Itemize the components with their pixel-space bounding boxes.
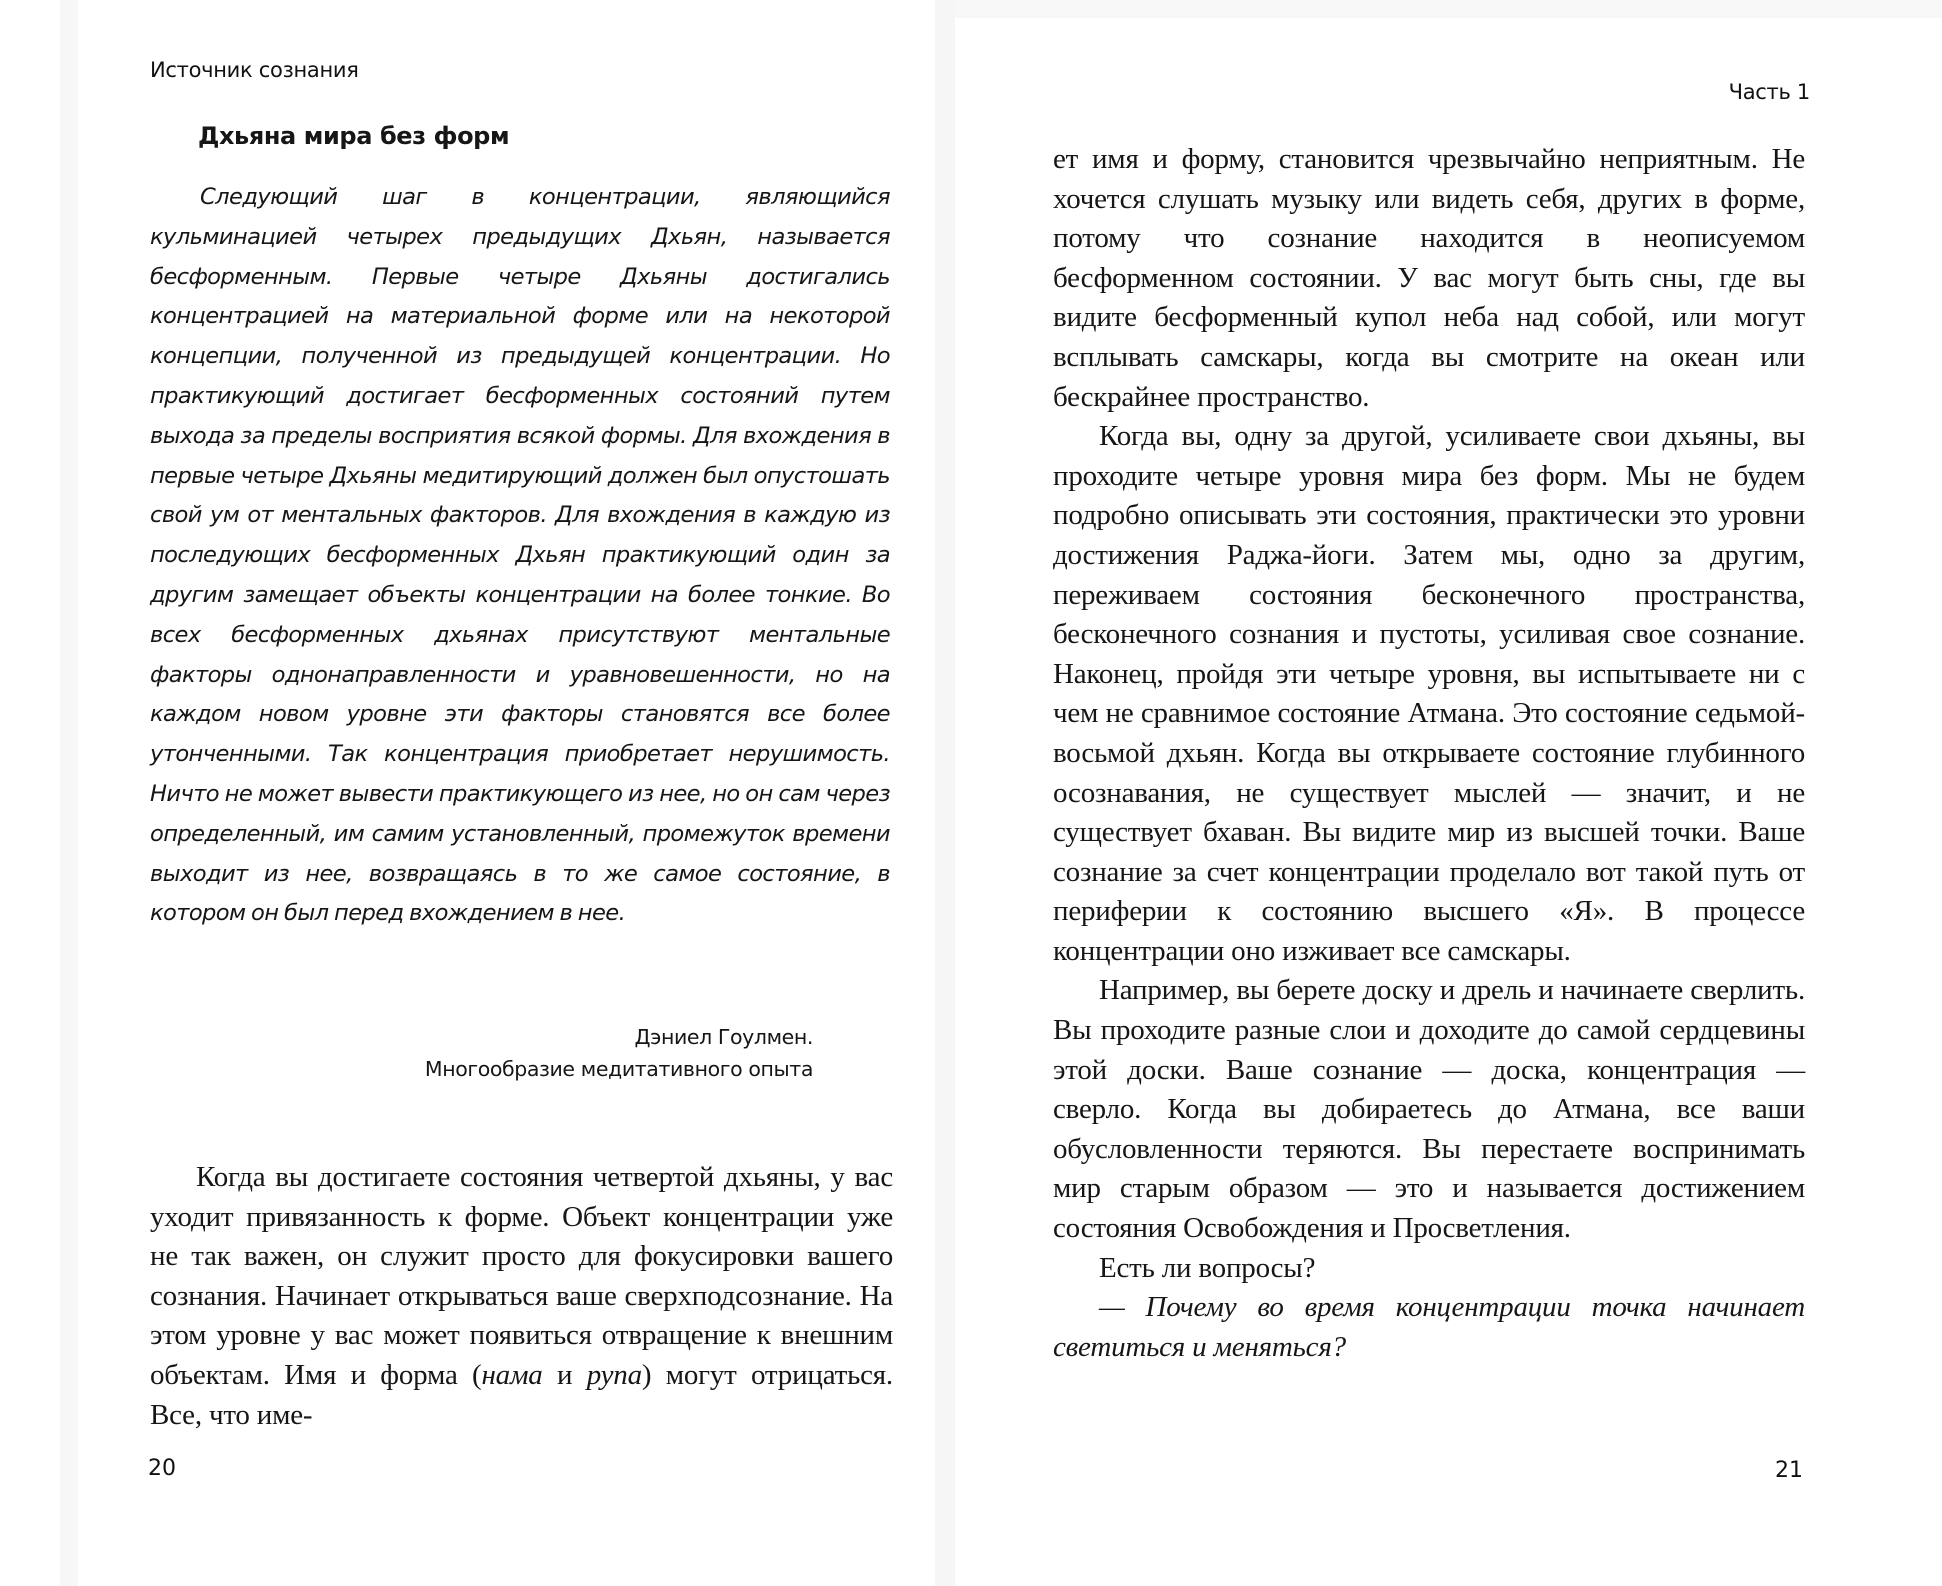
right-body-text (1053, 140, 1805, 1367)
epigraph-attribution (425, 1021, 813, 1085)
paragraph: Например, вы берете доску и дрель и начинаете сверлить. Вы проходите разные слои и доходите до самой сердцевины этой доски. Ваше сознание — доска, концентрация — сверло. Когда вы добираетесь до Атмана, все ваши обусловленности теряются. Вы перестаете воспринимать мир старым образом — это и называется достижением состояния Освобождения и Просветления. (1053, 974, 1805, 1245)
section-title: Дхьяна мира без форм (198, 122, 510, 150)
left-body-text (150, 1158, 893, 1435)
term-nama: нама (481, 1358, 543, 1391)
page-number: 21 (1775, 1458, 1803, 1483)
paragraph (150, 1158, 893, 1435)
paragraph: Когда вы, одну за другой, усиливаете свои дхьяны, вы проходите четыре уровня мира без форм. Мы не будем подробно описывать эти состояния, практически это уровни достижения Раджа-йоги. Затем мы, одно за другим, переживаем состояния бесконечного пространства, бесконечного сознания и пустоты, усиливая свое сознание. Наконец, пройдя эти четыре уровня, вы испытываете ни с чем не сравнимое состояние Атмана. Это состояние седьмой-восьмой дхьян. Когда вы открываете состояние глубинного осознавания, не существует мыслей — значит, и не существует бхаван. Вы видите мир из высшей точки. Ваше сознание за счет концентрации проделало вот такой путь от периферии к состоянию высшего «Я». В процессе концентрации оно изживает все самскары. (1053, 420, 1805, 967)
book-gutter (935, 0, 955, 1586)
paragraph: ет имя и форму, становится чрезвычайно неприятным. Не хочется слушать музыку или видеть себя, других в форме, потому что сознание находится в неописуемом бесформенном состоянии. У вас могут быть сны, где вы видите бесформенный купол неба над собой, или могут всплывать самскары, когда вы смотрите на океан или бескрайнее пространство. (1053, 143, 1805, 413)
question-paragraph: — Почему во время концентрации точка начинает светиться и меняться? (1053, 1291, 1805, 1363)
attribution-work: Многообразие медитативного опыта (424, 1057, 813, 1081)
left-page (78, 0, 935, 1586)
text-run: Когда вы достигаете состояния четвертой дхьяны, у вас уходит привязанность к форме. Объект концентрации уже не так важен, он служит просто для фокусировки вашего сознания. Начинает открываться ваше сверхподсознание. На этом уровне у вас может появиться отвращение к внешним объектам. Имя и форма ( (150, 1161, 893, 1391)
page-number: 20 (148, 1456, 176, 1481)
epigraph-quote: Следующий шаг в концентрации, являющийся кульминацией четырех предыдущих Дхьян, называется бесформенным. Первые четыре Дхьяны достигались концентрацией на материальной форме или на некоторой концепции, полученной из предыдущей концентрации. Но практикующий достигает бесформенных состояний путем выхода за пределы восприятия всякой формы. Для вхождения в первые четыре Дхьяны медитирующий должен был опустошать свой ум от ментальных факторов. Для вхождения в каждую из последующих бесформенных Дхьян практикующий один за другим замещает объекты концентрации на более тонкие. Во всех бесформенных дхьянах присутствуют ментальные факторы однонаправленности и уравновешенности, но на каждом новом уровне эти факторы становятся все более утонченными. Так концентрация приобретает нерушимость. Ничто не может вывести практикующего из нее, но он сам через определенный, им самим установленный, промежуток времени выходит из нее, возвращаясь в то же самое состояние, в котором он был перед вхождением в нее. (150, 184, 890, 927)
running-head-part: Часть 1 (1728, 80, 1810, 104)
right-page (955, 0, 1942, 1586)
paragraph: Есть ли вопросы? (1099, 1251, 1316, 1284)
running-head-book-title: Источник сознания (150, 58, 359, 82)
attribution-author: Дэниел Гоулмен. (634, 1025, 813, 1049)
text-run: ) могут отрицаться. Все, что име- (150, 1358, 893, 1431)
term-rupa: рупа (586, 1358, 642, 1391)
page-edge-shadow (60, 0, 78, 1586)
text-run: и (542, 1358, 587, 1391)
